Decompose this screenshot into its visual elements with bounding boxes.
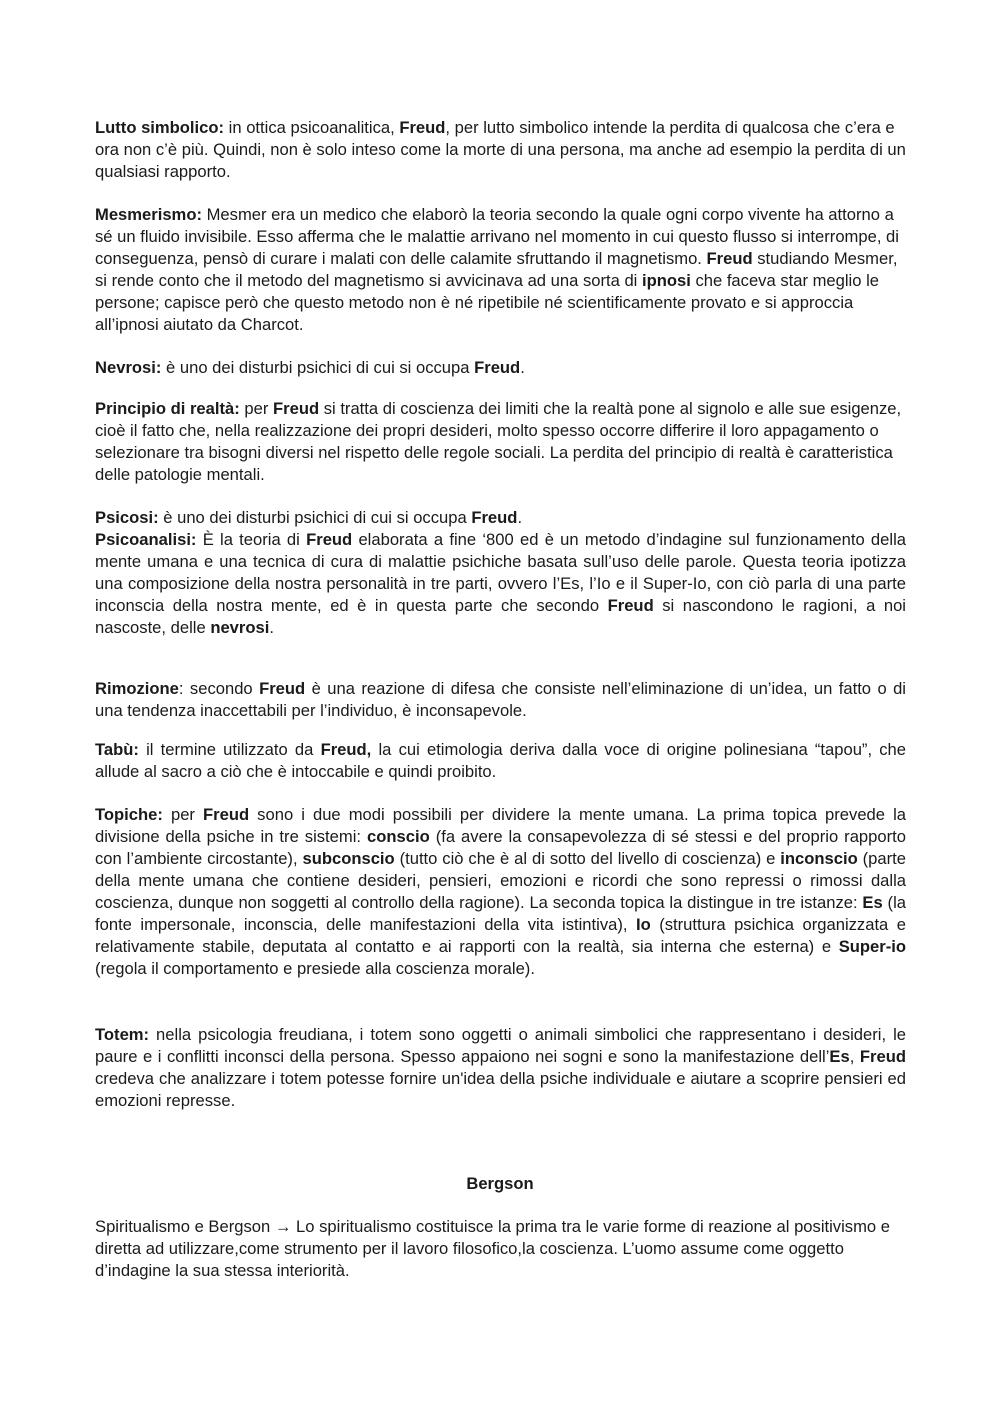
bold-term: Nevrosi: <box>95 358 162 377</box>
entry-psicosi <box>95 507 906 529</box>
bold-term: Freud <box>273 399 320 418</box>
bold-term: Es <box>829 1047 850 1066</box>
bold-term: Topiche: <box>95 805 163 824</box>
entry-nevrosi <box>95 357 906 379</box>
entry-mesmerismo <box>95 204 906 336</box>
text-run: (regola il comportamento e presiede alla coscienza morale). <box>95 959 535 978</box>
bold-term: Freud <box>306 530 353 549</box>
bold-term: Freud <box>706 249 753 268</box>
text-run: . <box>520 358 525 377</box>
bold-term: Tabù: <box>95 740 139 759</box>
text-run: . <box>269 618 274 637</box>
bold-term: subconscio <box>302 849 395 868</box>
bold-term: conscio <box>367 827 430 846</box>
text-run: in ottica psicoanalitica, <box>224 118 400 137</box>
bold-term: Freud <box>471 508 518 527</box>
text-run: (tutto ciò che è al di sotto del livello di coscienza) e <box>394 849 781 868</box>
text-run: per <box>239 399 273 418</box>
text-run: il termine utilizzato da <box>138 740 321 759</box>
bold-term: Freud <box>259 679 306 698</box>
text-run: Mesmer era un medico che elaborò la teoria secondo la quale ogni corpo vivente ha attorno a sé un fluido invisibile. Esso afferma che le malattie arrivano nel momento in cui questo flusso si interrompe, di conseguenza, pensò di curare i malati con delle calamite sfruttando il magnetismo. <box>95 205 899 268</box>
bold-term: Freud <box>859 1047 906 1066</box>
text-run: studiando Mesmer, si rende conto che il metodo del magnetismo si avvicinava ad una sorta di <box>95 249 898 290</box>
text-run: la cui etimologia deriva dalla voce di origine polinesiana “tapou”, che allude al sacro a ciò che è intoccabile e quindi proibito. <box>95 740 906 781</box>
bold-term: Mesmerismo: <box>95 205 202 224</box>
text-run: elaborata a fine ‘800 ed è un metodo d’indagine sul funzionamento della mente umana e una tecnica di cura di malattie psichiche basata sull’uso delle parole. Questa teoria ipotizza una composizione della nostra personalità in tre parti, ovvero l’Es, l’Io e il Super-Io, con ciò parla di una parte inconscia della nostra mente, ed è in questa parte che secondo <box>95 530 906 615</box>
text-run: (fa avere la consapevolezza di sé stessi e del proprio rapporto con l’ambiente circostante), <box>95 827 906 868</box>
bold-term: Freud <box>399 118 446 137</box>
text-run: credeva che analizzare i totem potesse fornire un'idea della psiche individuale e aiutare a scoprire pensieri ed emozioni represse. <box>95 1069 906 1110</box>
bold-term: Freud <box>474 358 521 377</box>
entry-principio-di-realta <box>95 398 906 486</box>
bold-term: nevrosi <box>210 618 270 637</box>
text-run: : secondo <box>178 679 260 698</box>
text-run: per <box>162 805 204 824</box>
bold-term: Principio di realtà: <box>95 399 240 418</box>
text-run: è uno dei disturbi psichici di cui si occupa <box>161 358 475 377</box>
entry-tabu <box>95 739 906 783</box>
bold-term: Freud <box>607 596 654 615</box>
bold-term: Freud <box>203 805 250 824</box>
text-run: è una reazione di difesa che consiste nell’eliminazione di un’idea, un fatto o di una tendenza inaccettabili per l’individuo, è inconsapevole. <box>95 679 906 720</box>
entry-rimozione <box>95 678 906 722</box>
text-run: , <box>849 1047 860 1066</box>
entry-psicoanalisi <box>95 529 906 639</box>
bergson-paragraph: Spiritualismo e Bergson → Lo spiritualismo costituisce la prima tra le varie forme di reazione al positivismo e diretta ad utilizzare,come strumento per il lavoro filosofico,la coscienza. L’uomo assume come oggetto d’indagine la sua stessa interiorità. <box>95 1217 890 1280</box>
entry-topiche <box>95 804 906 980</box>
bold-term: Psicosi: <box>95 508 159 527</box>
bold-term: ipnosi <box>641 271 691 290</box>
text-run: è uno dei disturbi psichici di cui si occupa <box>158 508 472 527</box>
text-run: È la teoria di <box>196 530 307 549</box>
text-run: . <box>517 508 523 527</box>
bold-term: inconscio <box>780 849 858 868</box>
bold-term: Rimozione <box>95 679 179 698</box>
text-run: si tratta di coscienza dei limiti che la realtà pone al signolo e alle sue esigenze, cioè il fatto che, nella realizzazione dei propri desideri, molto spesso occorre differire il loro appagamento o selezionare tra bisogni diversi nel rispetto delle regole sociali. La perdita del principio di realtà è caratteristica delle patologie mentali. <box>95 399 902 484</box>
bold-term: Freud, <box>320 740 372 759</box>
entry-totem <box>95 1024 906 1112</box>
bold-term: Super-io <box>838 937 906 956</box>
bold-term: Totem: <box>95 1025 150 1044</box>
bold-term: Io <box>635 915 651 934</box>
text-run: (struttura psichica organizzata e relativamente stabile, deputata al contatto e ai rapporti con la realtà, sia interna che esterna) e <box>95 915 906 956</box>
text-run: (la fonte impersonale, inconscia, delle manifestazioni della vita istintiva), <box>95 893 906 934</box>
text-run: (parte della mente umana che contiene desideri, pensieri, emozioni e ricordi che sono repressi o rimossi dalla coscienza, dunque non soggetti al controllo della ragione). La seconda topica la distingue in tre istanze: <box>95 849 906 912</box>
text-run: nella psicologia freudiana, i totem sono oggetti o animali simbolici che rappresentano i desideri, le paure e i conflitti inconsci della persona. Spesso appaiono nei sogni e sono la manifestazione dell’ <box>95 1025 906 1066</box>
bold-term: Es <box>862 893 883 912</box>
entry-lutto-simbolico <box>95 117 906 183</box>
text-run: sono i due modi possibili per dividere la mente umana. La prima topica prevede la divisione della psiche in tre sistemi: <box>95 805 906 846</box>
bold-term: Psicoanalisi: <box>95 530 197 549</box>
text-run: si nascondono le ragioni, a noi nascoste, delle <box>95 596 906 637</box>
text-run: , per lutto simbolico intende la perdita di qualcosa che c’era e ora non c’è più. Quindi, non è solo inteso come la morte di una persona, ma anche ad esempio la perdita di un qualsiasi rapporto. <box>95 118 906 181</box>
section-title-bergson: Bergson <box>466 1174 534 1193</box>
text-run: che faceva star meglio le persone; capisce però che questo metodo non è né ripetibile né scientificamente provato e si approccia all’ipnosi aiutato da Charcot. <box>95 271 879 334</box>
bold-term: Lutto simbolico: <box>95 118 225 137</box>
